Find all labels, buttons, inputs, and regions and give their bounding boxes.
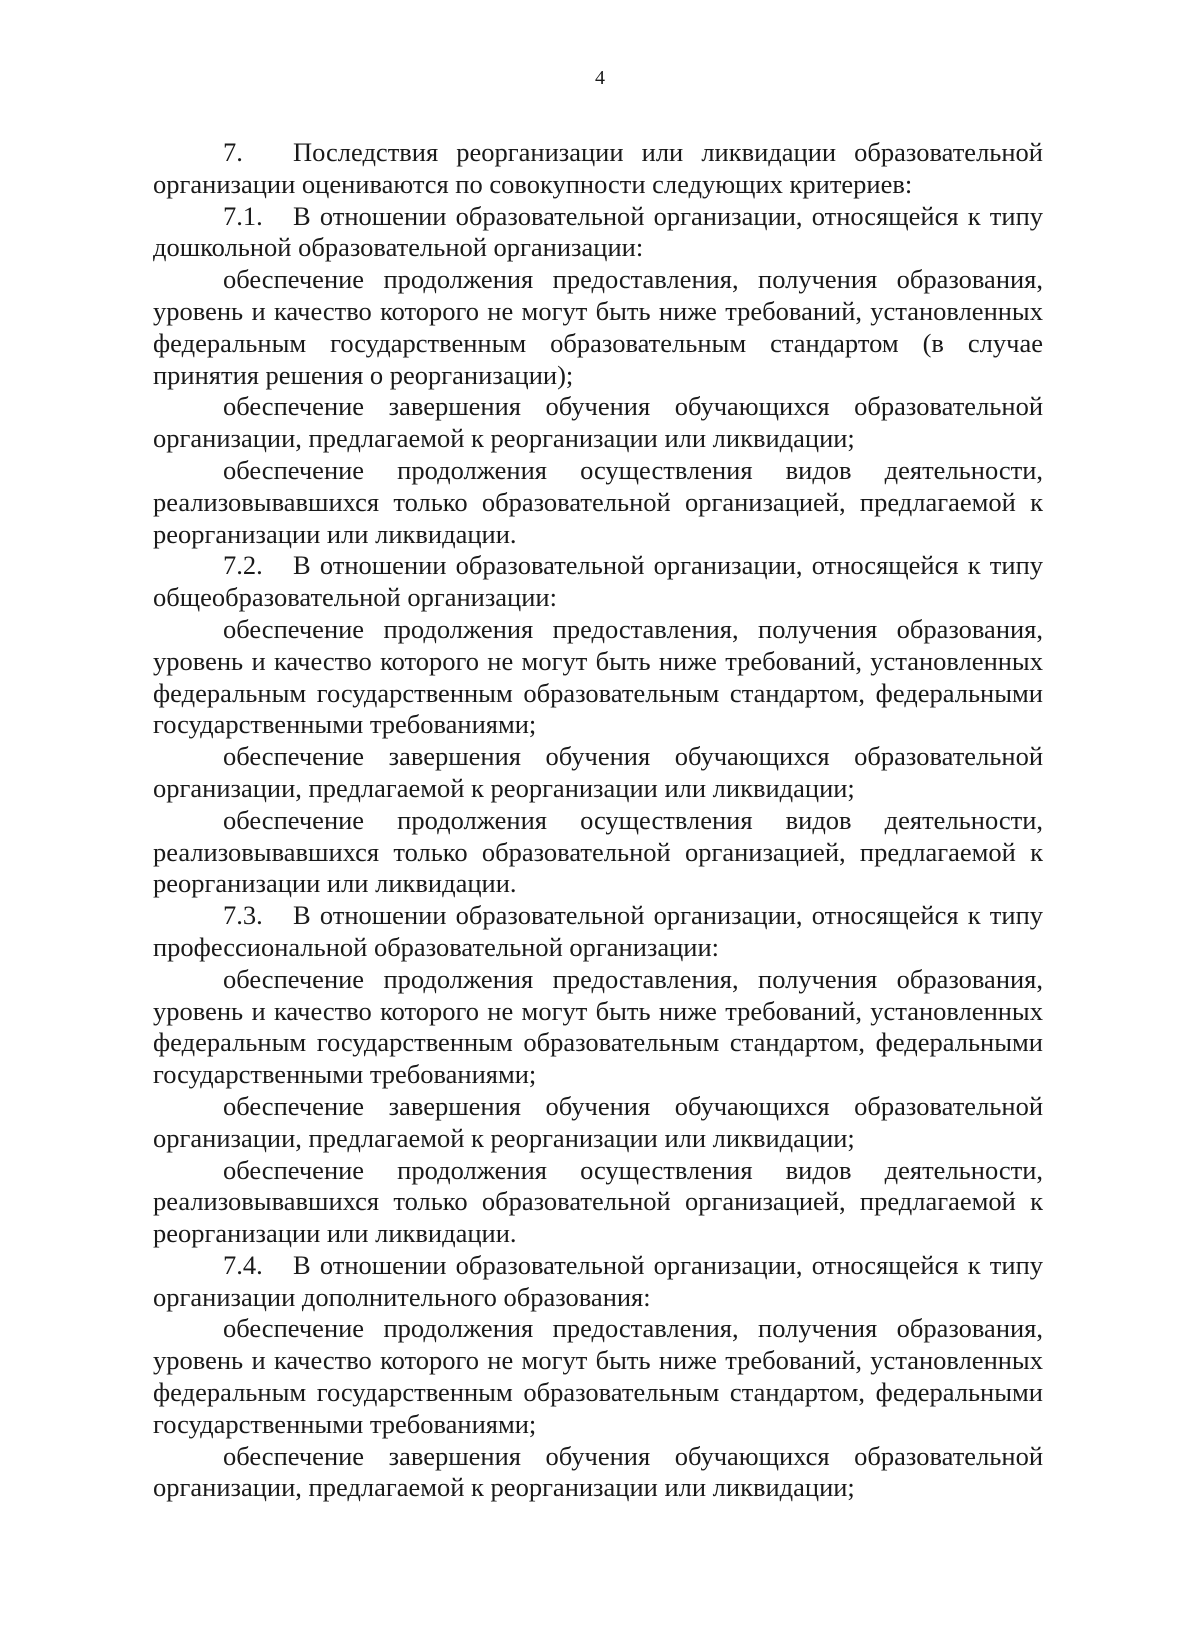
- paragraph-text: В отношении образовательной организации, относящейся к типу дошкольной образовательной организации:: [153, 200, 1043, 263]
- paragraph-text: В отношении образовательной организации, относящейся к типу общеобразовательной организации:: [153, 550, 1043, 613]
- paragraph-text: обеспечение завершения обучения обучающихся образовательной организации, предлагаемой к реорганизации или ликвидации;: [153, 741, 1043, 803]
- paragraph: [153, 805, 1043, 900]
- document-body: [153, 137, 1043, 1504]
- paragraph-text: обеспечение завершения обучения обучающихся образовательной организации, предлагаемой к реорганизации или ликвидации;: [153, 391, 1043, 454]
- paragraph-text: обеспечение продолжения предоставления, получения образования, уровень и качество которого не могут быть ниже требований, установленных федеральным государственным образовательным стандартом (в случае принятия решения о реорганизации);: [153, 264, 1043, 390]
- paragraph: [153, 1155, 1043, 1250]
- paragraph-text: обеспечение продолжения осуществления видов деятельности, реализовывавшихся только образовательной организацией, предлагаемой к реорганизации или ликвидации.: [153, 804, 1043, 899]
- paragraph-text: обеспечение продолжения предоставления, получения образования, уровень и качество которого не могут быть ниже требований, установленных федеральным государственным образовательным стандартом, федеральными государственными требованиями;: [153, 1313, 1043, 1439]
- paragraph-text: обеспечение продолжения осуществления видов деятельности, реализовывавшихся только образовательной организацией, предлагаемой к реорганизации или ликвидации.: [153, 454, 1043, 549]
- paragraph: [153, 1441, 1043, 1505]
- paragraph-number: 7.2.: [223, 550, 263, 581]
- numbered-paragraph: [153, 201, 1043, 265]
- paragraph: [153, 391, 1043, 455]
- paragraph-text: В отношении образовательной организации, относящейся к типу организации дополнительного образования:: [153, 1249, 1043, 1312]
- numbered-paragraph: [153, 900, 1043, 964]
- paragraph: [153, 1313, 1043, 1440]
- paragraph-text: Последствия реорганизации или ликвидации образовательной организации оцениваются по совокупности следующих критериев:: [153, 137, 1043, 199]
- paragraph: [153, 455, 1043, 550]
- numbered-paragraph: [153, 1250, 1043, 1314]
- paragraph: [153, 614, 1043, 741]
- paragraph-text: обеспечение продолжения осуществления видов деятельности, реализовывавшихся только образовательной организацией, предлагаемой к реорганизации или ликвидации.: [153, 1154, 1043, 1249]
- numbered-paragraph: [153, 137, 1043, 201]
- numbered-paragraph: [153, 550, 1043, 614]
- paragraph-number: 7.3.: [223, 900, 263, 931]
- paragraph: [153, 1091, 1043, 1155]
- paragraph-number: 7.: [223, 137, 243, 167]
- paragraph-text: обеспечение продолжения предоставления, получения образования, уровень и качество которого не могут быть ниже требований, установленных федеральным государственным образовательным стандартом, федеральными государственными требованиями;: [153, 963, 1043, 1090]
- paragraph-text: В отношении образовательной организации, относящейся к типу профессиональной образовательной организации:: [153, 900, 1043, 962]
- paragraph-number: 7.4.: [223, 1249, 263, 1280]
- paragraph-text: обеспечение завершения обучения обучающихся образовательной организации, предлагаемой к реорганизации или ликвидации;: [153, 1090, 1043, 1153]
- paragraph-text: обеспечение продолжения предоставления, получения образования, уровень и качество которого не могут быть ниже требований, установленных федеральным государственным образовательным стандартом, федеральными государственными требованиями;: [153, 613, 1043, 740]
- paragraph: [153, 264, 1043, 391]
- paragraph: [153, 964, 1043, 1091]
- paragraph: [153, 741, 1043, 805]
- paragraph-text: обеспечение завершения обучения обучающихся образовательной организации, предлагаемой к реорганизации или ликвидации;: [153, 1440, 1043, 1503]
- paragraph-number: 7.1.: [223, 200, 263, 231]
- page-number: 4: [595, 67, 605, 89]
